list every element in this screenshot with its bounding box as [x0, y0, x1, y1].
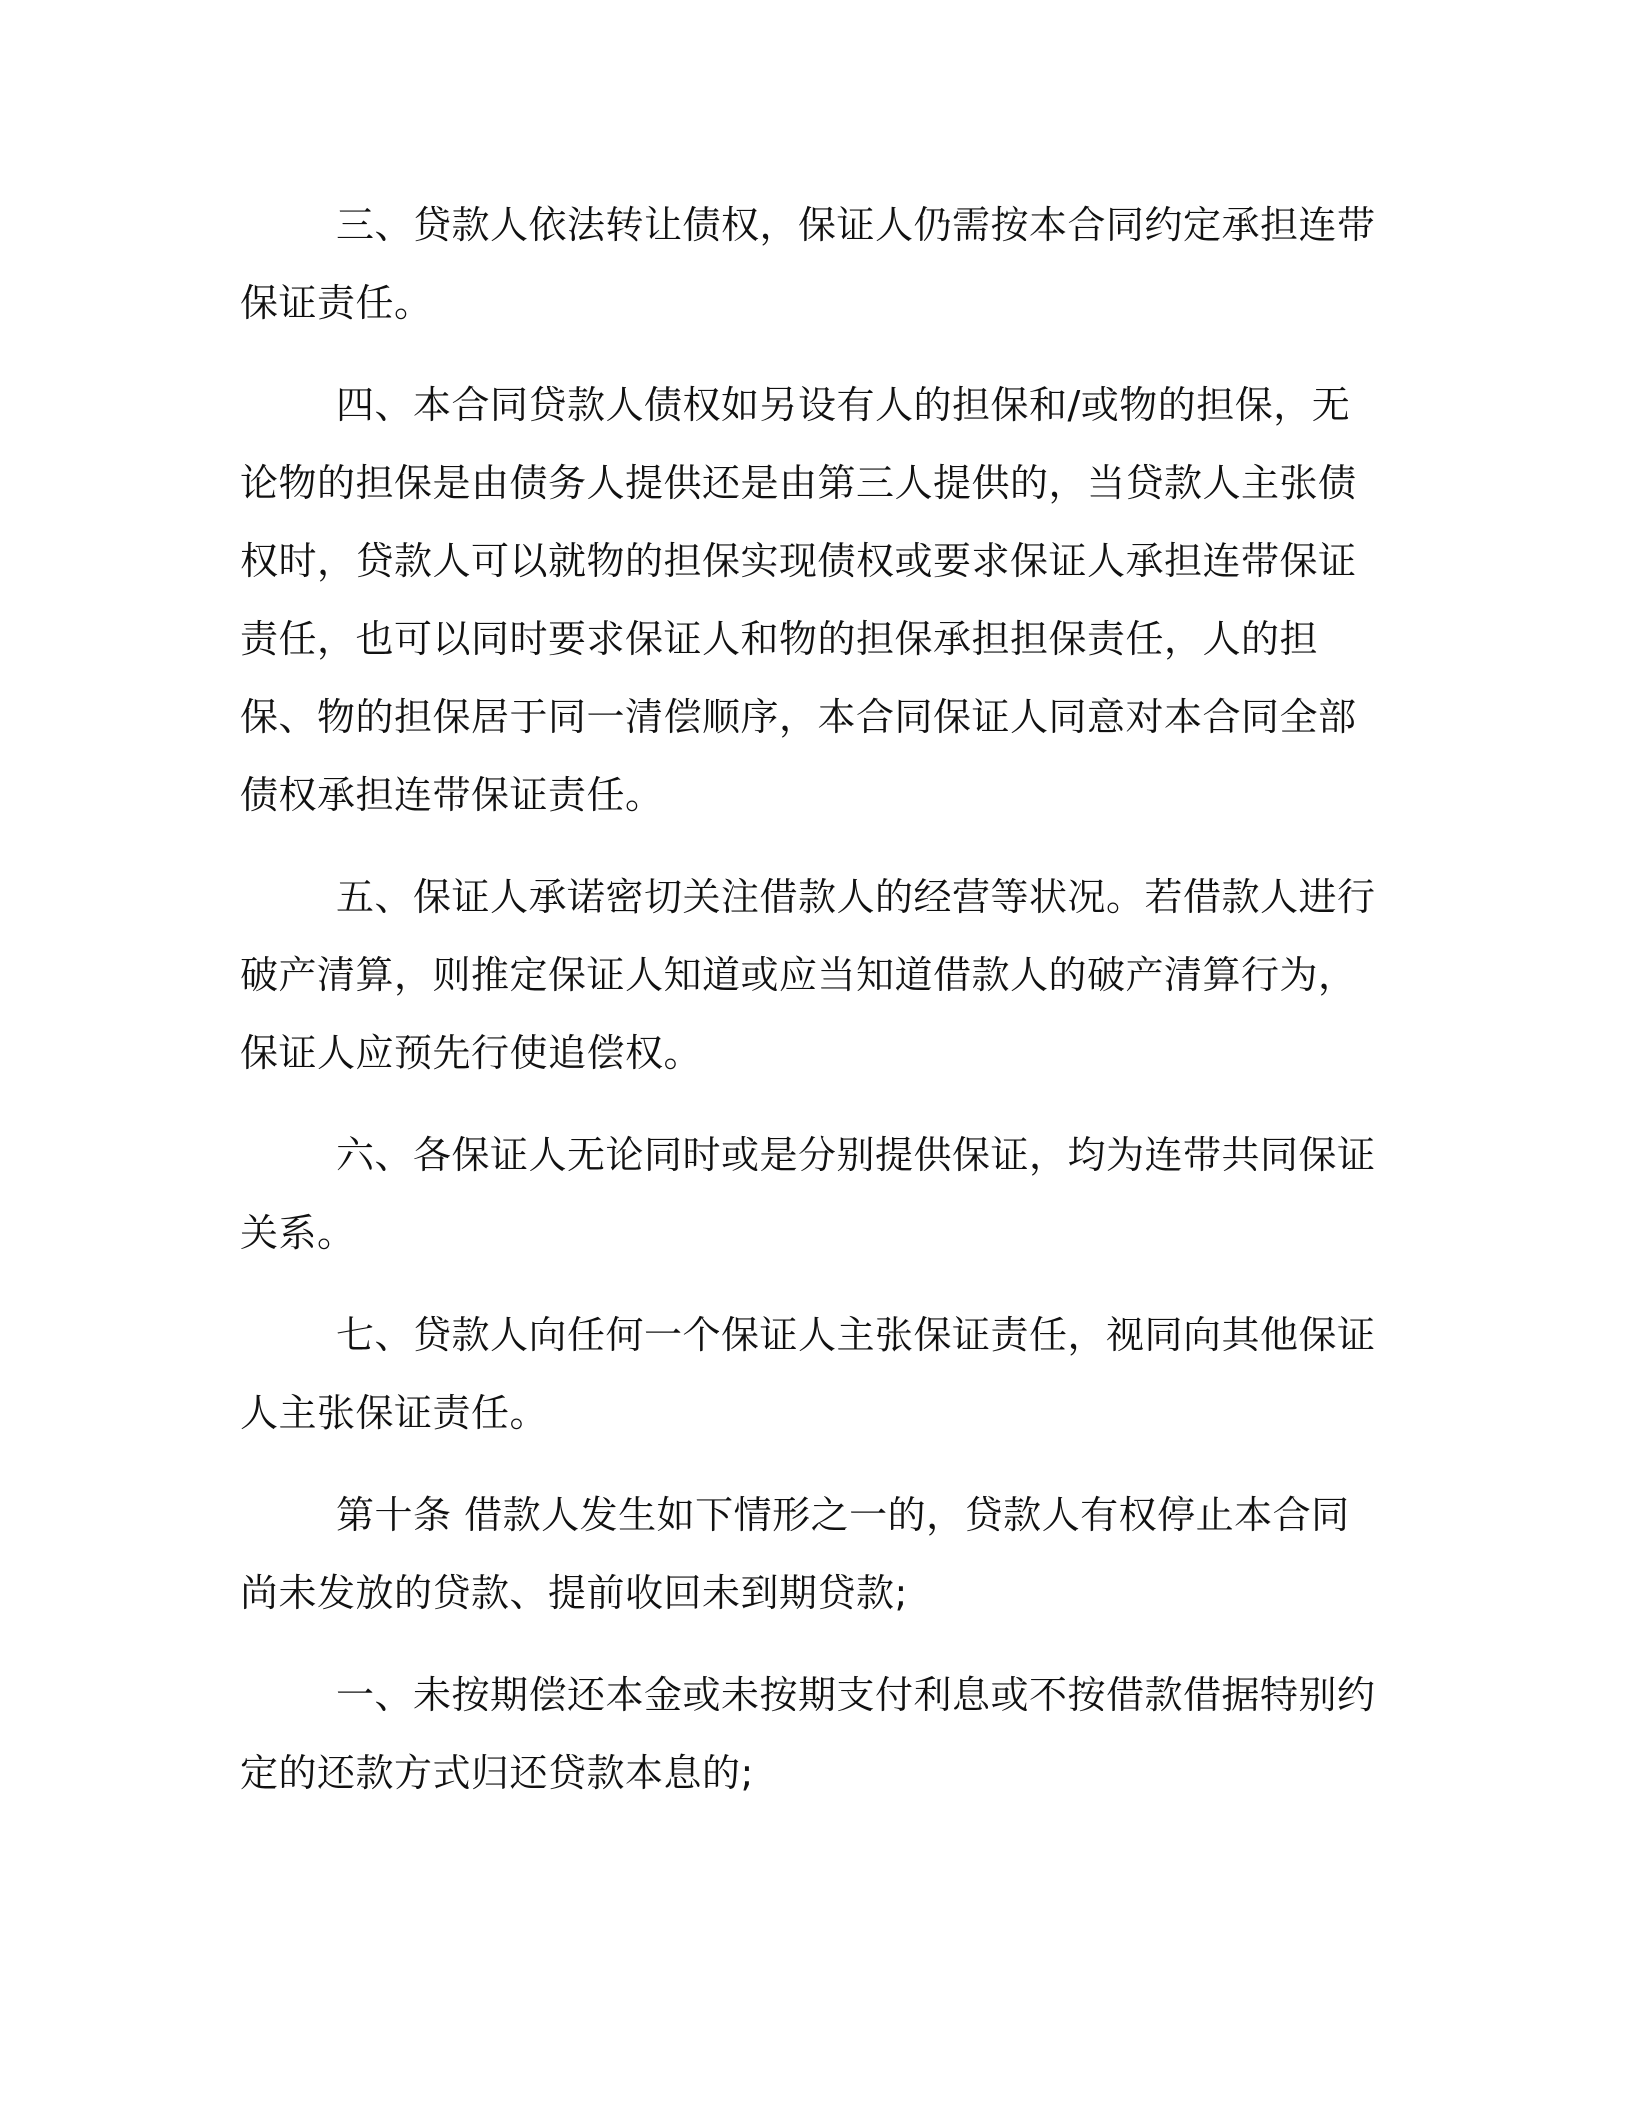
article-10-item-1-paragraph: 一、未按期偿还本金或未按期支付利息或不按借款借据特别约定的还款方式归还贷款本息的; — [240, 1673, 1376, 1795]
clause-3-paragraph: 三、贷款人依法转让债权，保证人仍需按本合同约定承担连带保证责任。 — [240, 203, 1376, 325]
clause-4-paragraph: 四、本合同贷款人债权如另设有人的担保和/或物的担保，无论物的担保是由债务人提供还是由第三人提供的，当贷款人主张债权时，贷款人可以就物的担保实现债权或要求保证人承担连带保证责任，也可以同时要求保证人和物的担保承担担保责任，人的担保、物的担保居于同一清偿顺序，本合同保证人同意对本合同全部债权承担连带保证责任。 — [240, 383, 1357, 817]
clause-5-paragraph: 五、保证人承诺密切关注借款人的经营等状况。若借款人进行破产清算，则推定保证人知道或应当知道借款人的破产清算行为，保证人应预先行使追偿权。 — [240, 875, 1376, 1075]
article-10-paragraph: 第十条 借款人发生如下情形之一的，贷款人有权停止本合同尚未发放的贷款、提前收回未到期贷款; — [240, 1493, 1350, 1615]
clause-7-paragraph: 七、贷款人向任何一个保证人主张保证责任，视同向其他保证人主张保证责任。 — [240, 1313, 1376, 1435]
clause-6-paragraph: 六、各保证人无论同时或是分别提供保证，均为连带共同保证关系。 — [240, 1133, 1376, 1255]
document-body — [240, 186, 1380, 1836]
